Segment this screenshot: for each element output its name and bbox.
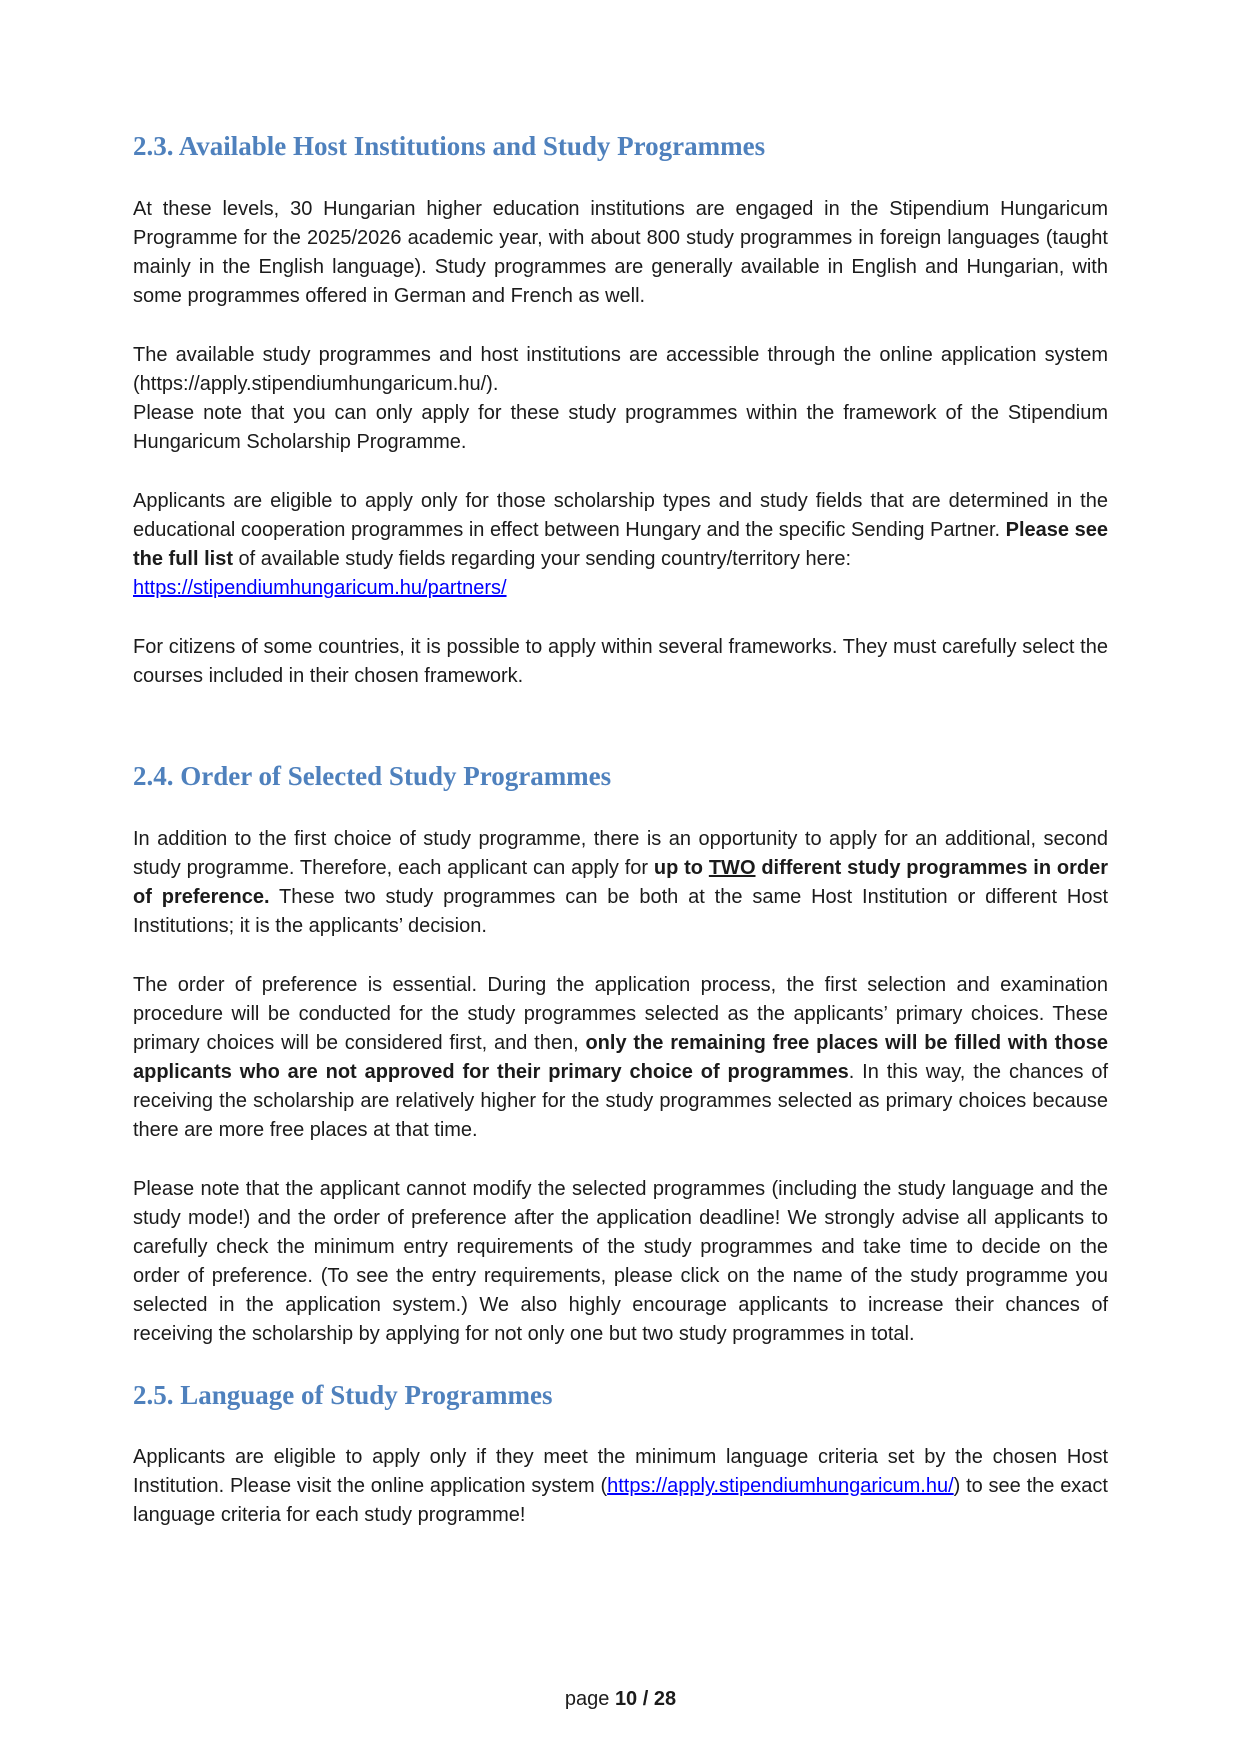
section-2-5 xyxy=(133,1379,1108,1531)
section-2-5-heading: 2.5. Language of Study Programmes xyxy=(133,1379,553,1410)
paragraph-text: In addition to the first choice of study programme, there is an opportunity to apply for an additional, second study programme. Therefore, each applicant can apply for xyxy=(133,827,1108,879)
paragraph-text: These two study programmes can be both at the same Host Institution or different Host Institutions; it is the applicants’ decision. xyxy=(133,885,1108,937)
paragraph-text: Applicants are eligible to apply only for those scholarship types and study fields that are determined in the educational cooperation programmes in effect between Hungary and the specific Sending Partner. xyxy=(133,489,1108,541)
apply-system-link[interactable]: https://apply.stipendiumhungaricum.hu/ xyxy=(607,1475,954,1498)
paragraph-text: . In this way, the chances of receiving the scholarship are relatively higher for the study programmes selected as primary choices because there are more free places at that time. xyxy=(133,1060,1109,1141)
footer-page-indicator xyxy=(615,1688,676,1710)
paragraph-order-preference xyxy=(133,971,1108,1145)
bold-segment: up to xyxy=(653,856,709,879)
page-footer xyxy=(0,1685,1241,1714)
paragraph-text: of available study fields regarding your sending country/territory here: xyxy=(233,547,852,570)
paragraph-language-criteria xyxy=(133,1443,1108,1530)
paragraph-no-modify: Please note that the applicant cannot modify the selected programmes (including the study language and the study mode!) and the order of preference after the application deadline! We strongly advise all applicants to carefully check the minimum entry requirements of the study programmes and take time to decide on the order of preference. (To see the entry requirements, please click on the name of the study programme you selected in the application system.) We also highly encourage applicants to increase their chances of receiving the scholarship by applying for not only one but two study programmes in total. xyxy=(133,1177,1108,1345)
paragraph-frameworks: For citizens of some countries, it is possible to apply within several frameworks. They must carefully select the courses included in their chosen framework. xyxy=(133,635,1108,687)
section-2-4-heading: 2.4. Order of Selected Study Programmes xyxy=(133,760,612,791)
bold-underlined-segment: TWO xyxy=(708,856,756,879)
partners-link[interactable]: https://stipendiumhungaricum.hu/partners/ xyxy=(133,576,507,599)
paragraph-text: ) to see the exact language criteria for each study programme! xyxy=(133,1475,1108,1527)
bold-segment: different study programmes in order of preference. xyxy=(133,856,1108,908)
section-2-3-heading: 2.3. Available Host Institutions and Study Programmes xyxy=(133,131,766,161)
footer-total-pages: 28 xyxy=(653,1688,677,1710)
paragraph-eligible-fields xyxy=(133,487,1108,603)
footer-page-number: 10 xyxy=(614,1688,638,1710)
footer-label: page xyxy=(564,1688,610,1710)
paragraph-text: Applicants are eligible to apply only if they meet the minimum language criteria set by the chosen Host Institution. Please visit the online application system ( xyxy=(133,1446,1108,1498)
paragraph-line: The available study programmes and host institutions are accessible through the online application system (https://apply.stipendiumhungaricum.hu/). xyxy=(133,343,1108,395)
section-2-3 xyxy=(133,130,1108,691)
bold-text: only the remaining free places will be filled with those applicants who are not approved for their primary choice of programmes xyxy=(133,1031,1108,1083)
bold-text: Please see the full list xyxy=(133,518,1108,570)
paragraph-line: Please note that you can only apply for these study programmes within the framework of the Stipendium Hungaricum Scholarship Programme. xyxy=(133,401,1108,453)
section-2-4 xyxy=(133,760,1108,1349)
footer-separator: / xyxy=(642,1688,649,1710)
paragraph-application-system xyxy=(133,341,1108,457)
paragraph-text: The order of preference is essential. During the application process, the first selection and examination procedure will be conducted for the study programmes selected as the applicants’ primary choices. These primary choices will be considered first, and then, xyxy=(133,973,1108,1054)
paragraph-two-programmes xyxy=(133,825,1108,941)
paragraph-host-institutions: At these levels, 30 Hungarian higher education institutions are engaged in the Stipendium Hungaricum Programme for the 2025/2026 academic year, with about 800 study programmes in foreign languages (taught mainly in the English language). Study programmes are generally available in English and Hungarian, with some programmes offered in German and French as well. xyxy=(133,197,1108,307)
